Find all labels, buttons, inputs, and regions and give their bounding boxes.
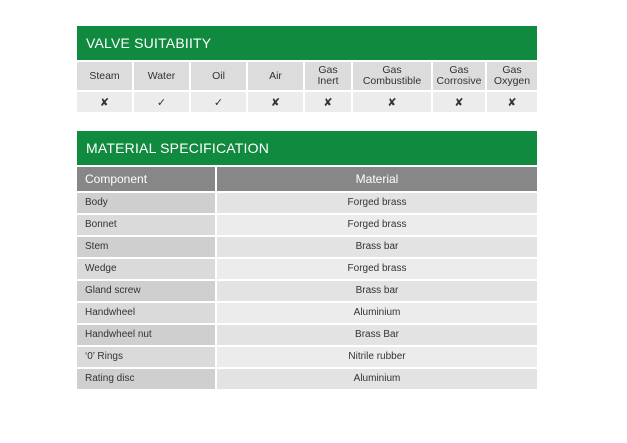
component-cell: ‘0’ Rings [77,347,217,367]
material-cell: Aluminium [217,303,537,323]
table-row [77,369,537,389]
material-specification-title: MATERIAL SPECIFICATION [77,131,537,165]
suitability-value-gas-corrosive: ✘ [433,92,487,112]
material-cell: Aluminium [217,369,537,389]
component-cell: Handwheel nut [77,325,217,345]
suitability-value-air: ✘ [248,92,305,112]
suitability-header-oil: Oil [191,62,248,90]
table-row [77,193,537,213]
valve-suitability-table [77,60,537,112]
component-cell: Stem [77,237,217,257]
suitability-value-oil: ✓ [191,92,248,112]
suitability-value-gas-oxygen: ✘ [487,92,537,112]
suitability-header-air: Air [248,62,305,90]
component-cell: Wedge [77,259,217,279]
material-cell: Nitrile rubber [217,347,537,367]
suitability-header-water: Water [134,62,191,90]
suitability-value-steam: ✘ [77,92,134,112]
material-cell: Forged brass [217,215,537,235]
suitability-value-gas-combustible: ✘ [353,92,433,112]
table-row [77,303,537,323]
table-row [77,281,537,301]
material-cell: Forged brass [217,259,537,279]
table-row [77,347,537,367]
valve-suitability-title: VALVE SUITABIITY [77,26,537,60]
material-specification-table [77,167,537,389]
component-cell: Gland screw [77,281,217,301]
suitability-header-steam: Steam [77,62,134,90]
component-cell: Bonnet [77,215,217,235]
material-cell: Brass bar [217,281,537,301]
table-row [77,259,537,279]
material-cell: Brass Bar [217,325,537,345]
valve-suitability-panel [77,26,537,112]
table-row [77,237,537,257]
table-row [77,325,537,345]
material-cell: Brass bar [217,237,537,257]
component-cell: Rating disc [77,369,217,389]
material-column-header: Material [355,172,399,186]
material-table-header [77,167,537,191]
table-row [77,215,537,235]
material-specification-panel [77,131,537,389]
component-cell: Body [77,193,217,213]
suitability-header-gas-inert: Gas Inert [305,62,353,90]
material-cell: Forged brass [217,193,537,213]
suitability-header-gas-oxygen: Gas Oxygen [487,62,537,90]
suitability-header-gas-combustible: Gas Combustible [353,62,433,90]
suitability-value-water: ✓ [134,92,191,112]
suitability-value-gas-inert: ✘ [305,92,353,112]
component-cell: Handwheel [77,303,217,323]
component-column-header: Component [77,167,217,191]
suitability-header-gas-corrosive: Gas Corrosive [433,62,487,90]
